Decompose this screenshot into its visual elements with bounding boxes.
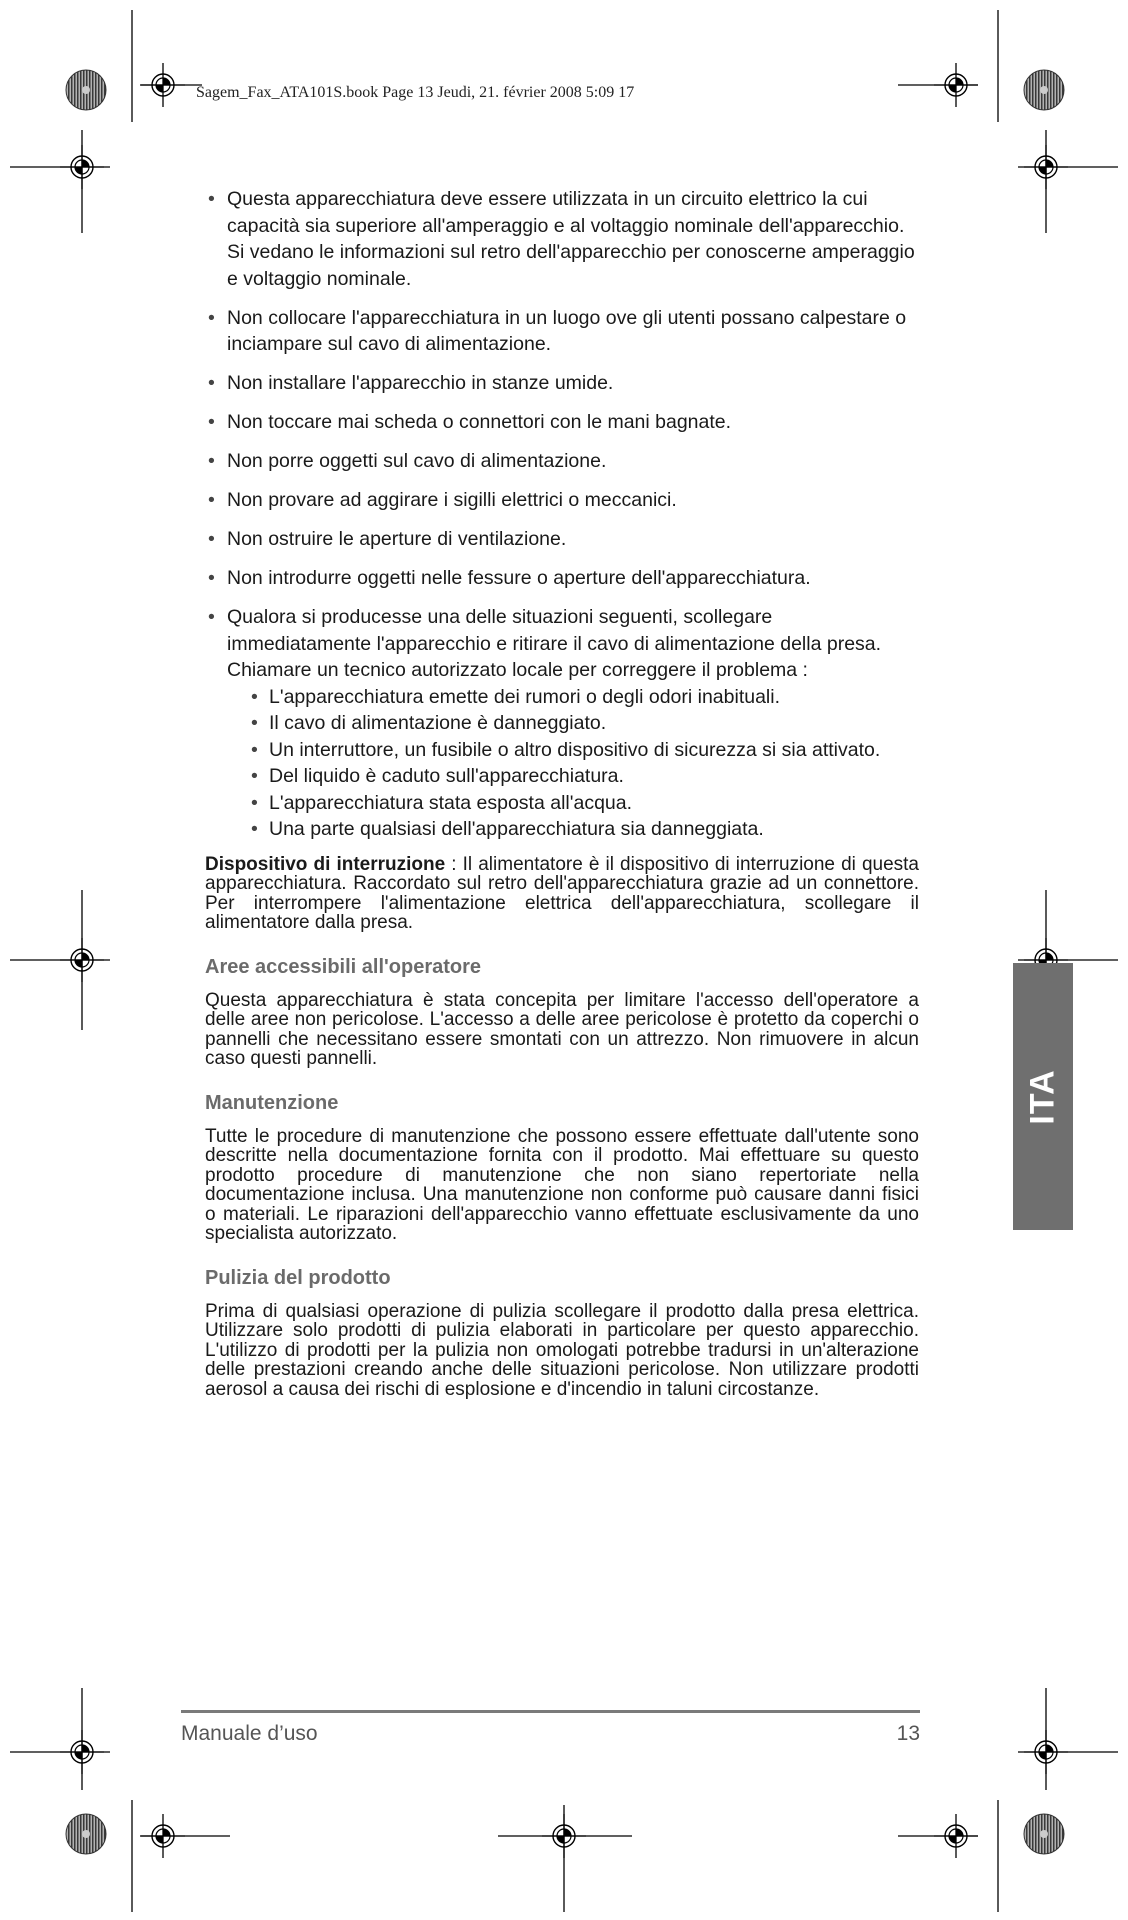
sub-list-item: • L'apparecchiatura stata esposta all'acqua. [249, 790, 919, 817]
section-heading-maintenance: Manutenzione [205, 1091, 339, 1114]
safety-list [205, 186, 919, 843]
sub-list-item: • Del liquido è caduto sull'apparecchiatura. [249, 763, 919, 790]
section-body-cleaning: Prima di qualsiasi operazione di pulizia scollegare il prodotto dalla presa elettrica. Utilizzare solo prodotti di pulizia elaborati in particolare per questo apparecchio. L'utilizzo di prodotti per la pulizia non omologati potrebbe tradursi in un'alterazione delle prestazioni creando anche delle situazioni pericolose. Non utilizzare prodotti aerosol a causa dei rischi di esplosione e d'incendio in taluni circostanze. [205, 1300, 919, 1400]
section-heading-cleaning: Pulizia del prodotto [205, 1266, 391, 1289]
footer-title: Manuale d’uso [181, 1722, 318, 1745]
section-heading-operator-areas: Aree accessibili all'operatore [205, 955, 482, 978]
interruption-term: Dispositivo di interruzione [205, 853, 446, 875]
list-item: • Non introdurre oggetti nelle fessure o aperture dell'apparecchiatura. [205, 565, 919, 592]
list-item: • Non toccare mai scheda o connettori con le mani bagnate. [205, 409, 919, 436]
list-item: • Non ostruire le aperture di ventilazione. [205, 526, 919, 553]
language-tab [1013, 963, 1073, 1230]
list-item: • Non installare l'apparecchio in stanze umide. [205, 370, 919, 397]
section-body-operator-areas: Questa apparecchiatura è stata concepita per limitare l'accesso dell'operatore a delle aree non pericolose. L'accesso a delle aree pericolose è protetto da coperchi o pannelli che necessitano essere smontati con un attrezzo. Non rimuovere in alcun caso questi pannelli. [205, 989, 919, 1069]
sub-list [227, 684, 919, 843]
sub-list-item: • L'apparecchiatura emette dei rumori o degli odori inabituali. [249, 684, 919, 711]
sub-list-item: • Il cavo di alimentazione è danneggiato. [249, 710, 919, 737]
list-item-with-sublist [205, 604, 919, 843]
interruption-paragraph [205, 855, 919, 933]
sub-list-item: • Un interruttore, un fusibile o altro dispositivo di sicurezza si sia attivato. [249, 737, 919, 764]
page-number: 13 [896, 1722, 920, 1745]
list-item: • Questa apparecchiatura deve essere utilizzata in un circuito elettrico la cui capacità sia superiore all'amperaggio e al voltaggio nominale dell'apparecchio. Si vedano le informazioni sul retro dell'apparecchio per conoscerne amperaggio e voltaggio nominale. [205, 186, 919, 292]
page-content [205, 186, 919, 1399]
list-item: • Non collocare l'apparecchiatura in un luogo ove gli utenti possano calpestare o inciampare sul cavo di alimentazione. [205, 305, 919, 358]
footer-rule [181, 1710, 920, 1713]
book-header: Sagem_Fax_ATA101S.book Page 13 Jeudi, 21. février 2008 5:09 17 [196, 84, 635, 101]
interruption-text: : Il alimentatore è il dispositivo di interruzione di questa apparecchiatura. Raccordato sul retro dell'apparecchiatura grazie ad un connettore. Per interrompere l'alimentazione elettrica dell'apparecchiatura, scollegare il alimentatore dalla presa. [205, 853, 920, 933]
sub-list-item: • Una parte qualsiasi dell'apparecchiatura sia danneggiata. [249, 816, 919, 843]
list-item-text: Qualora si producesse una delle situazioni seguenti, scollegare immediatamente l'apparecchio e ritirare il cavo di alimentazione della presa. Chiamare un tecnico autorizzato locale per correggere il problema : [227, 606, 882, 681]
section-body-maintenance: Tutte le procedure di manutenzione che possono essere effettuate dall'utente sono descritte nella documentazione fornita con il prodotto. Mai effettuare su questo prodotto procedure di manutenzione che non siano repertoriate nella documentazione inclusa. Una manutenzione non conforme può causare danni fisici o materiali. Le riparazioni dell'apparecchio vanno effettuate esclusivamente da uno specialista autorizzato. [205, 1125, 919, 1244]
list-item: • Non porre oggetti sul cavo di alimentazione. [205, 448, 919, 475]
language-tab-label: ITA [1023, 1068, 1062, 1125]
list-item: • Non provare ad aggirare i sigilli elettrici o meccanici. [205, 487, 919, 514]
